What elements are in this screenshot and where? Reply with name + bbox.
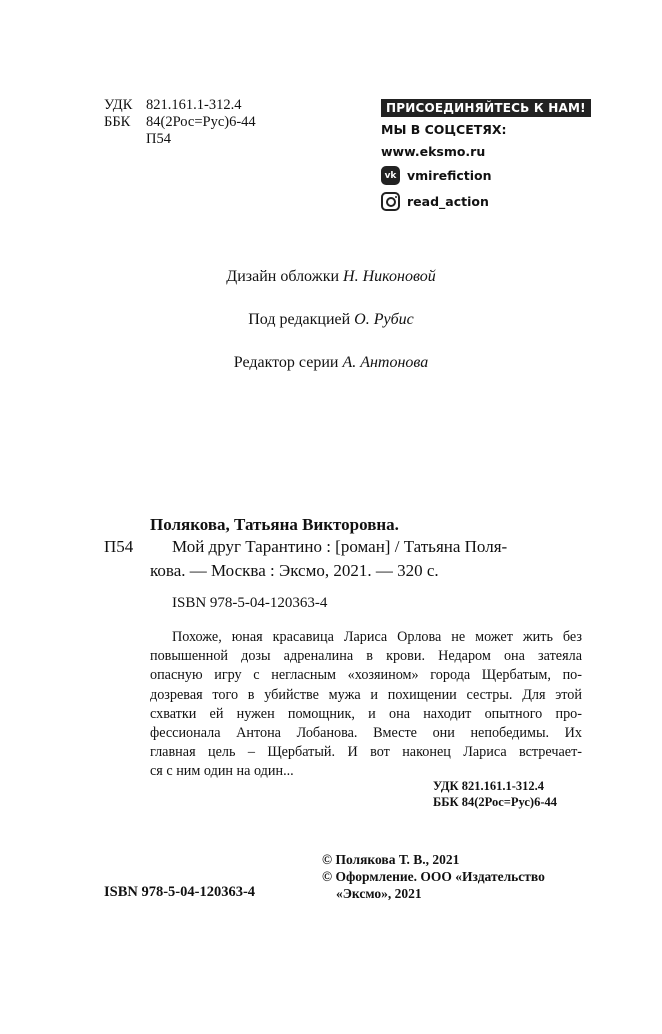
annotation-line: главная цель – Щербатый. И вот наконец Лариса встречает- bbox=[150, 744, 582, 761]
website-link[interactable]: www.eksmo.ru bbox=[381, 144, 486, 159]
instagram-icon bbox=[381, 192, 400, 211]
social-block bbox=[381, 97, 591, 211]
vk-handle: vmirefiction bbox=[407, 168, 492, 183]
udk-row bbox=[104, 97, 256, 114]
classification-bottom bbox=[433, 779, 557, 810]
copyright-line: © Оформление. ООО «Издательство bbox=[322, 869, 545, 884]
annotation-line: повышенной дозы адреналина в крови. Недаром она затеяла bbox=[150, 648, 582, 665]
instagram-link[interactable] bbox=[381, 192, 591, 211]
credit-role: Редактор серии bbox=[233, 354, 339, 371]
bib-title-line-2: кова. — Москва : Эксмо, 2021. — 320 с. bbox=[150, 561, 439, 580]
vk-link[interactable] bbox=[381, 166, 591, 185]
bib-author: Полякова, Татьяна Викторовна. bbox=[150, 515, 399, 534]
copyright-line: © Полякова Т. В., 2021 bbox=[322, 852, 460, 867]
annotation-line: Похоже, юная красавица Лариса Орлова не может жить без bbox=[172, 629, 582, 645]
social-subtitle: МЫ В СОЦСЕТЯХ: bbox=[381, 122, 507, 137]
credit-name: А. Антонова bbox=[342, 354, 429, 371]
credit-cover-design bbox=[0, 268, 662, 286]
udk-key: УДК bbox=[104, 97, 133, 113]
author-mark: П54 bbox=[146, 131, 171, 147]
bbk-bottom: ББК 84(2Рос=Рус)6-44 bbox=[433, 794, 557, 809]
annotation-line: опасную игру с негласным «хозяином» города Щербатым, по- bbox=[150, 667, 582, 684]
bbk-key: ББК bbox=[104, 114, 131, 130]
credit-series-editor bbox=[0, 354, 662, 372]
bib-isbn: ISBN 978-5-04-120363-4 bbox=[172, 595, 328, 611]
bib-title-line-1: Мой друг Тарантино : [роман] / Татьяна Поля- bbox=[172, 537, 508, 556]
credit-name: О. Рубис bbox=[354, 311, 414, 328]
credit-name: Н. Никоновой bbox=[343, 268, 436, 285]
annotation-line: фессионала Антона Лобанова. Вместе они непобедимы. Их bbox=[150, 725, 582, 742]
credit-role: Дизайн обложки bbox=[226, 268, 340, 285]
join-us-banner: ПРИСОЕДИНЯЙТЕСЬ К НАМ! bbox=[381, 99, 591, 117]
credit-role: Под редакцией bbox=[248, 311, 351, 328]
copyright-line: «Эксмо», 2021 bbox=[336, 886, 422, 901]
annotation-paragraph bbox=[150, 628, 582, 782]
copyright-block bbox=[322, 851, 545, 902]
credit-editor bbox=[0, 311, 662, 329]
bib-author-mark: П54 bbox=[104, 537, 134, 556]
vk-icon: vk bbox=[381, 166, 400, 185]
udk-bottom: УДК 821.161.1-312.4 bbox=[433, 779, 544, 793]
annotation-line: ся с ним один на один... bbox=[150, 763, 294, 780]
isbn-bottom: ISBN 978-5-04-120363-4 bbox=[104, 884, 256, 900]
instagram-handle: read_action bbox=[407, 194, 489, 209]
annotation-line: схватки ей нужен помощник, и она находит опытного про- bbox=[150, 705, 582, 722]
annotation-line: дозревая того в убийстве мужа и похищении сестры. Для этой bbox=[150, 686, 582, 703]
author-mark-row bbox=[104, 131, 256, 148]
udk-value: 821.161.1-312.4 bbox=[146, 97, 242, 113]
bbk-value: 84(2Рос=Рус)6-44 bbox=[146, 114, 256, 130]
classification-block bbox=[104, 97, 256, 148]
bbk-row bbox=[104, 114, 256, 131]
